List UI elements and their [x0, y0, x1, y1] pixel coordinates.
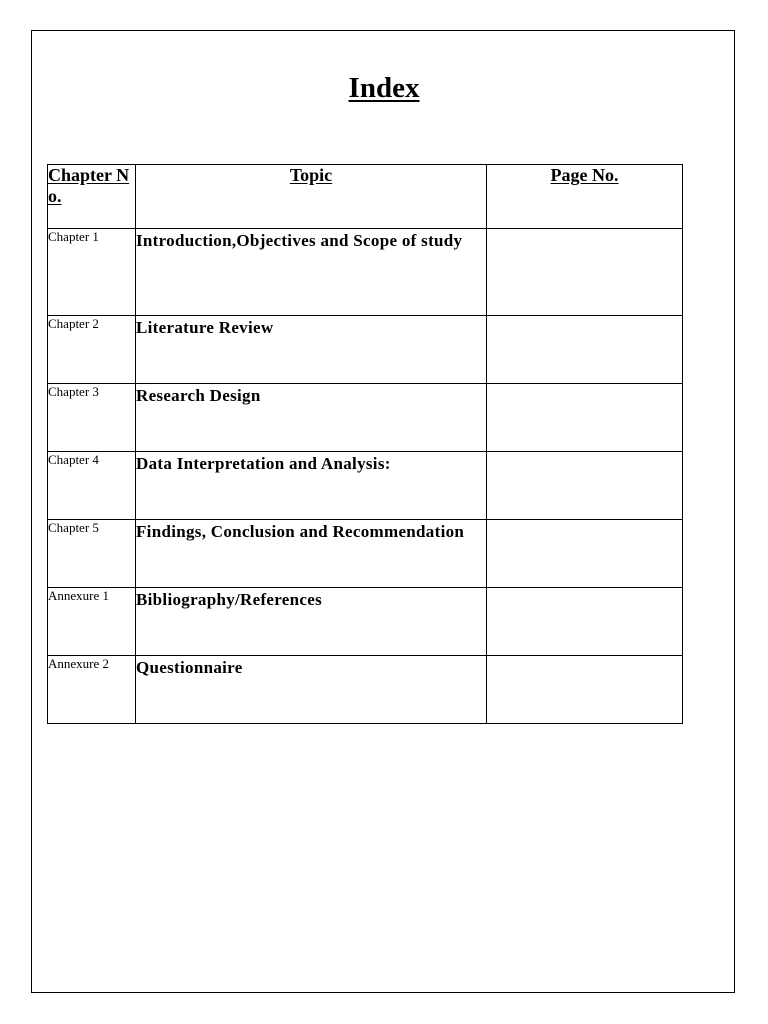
chapter-cell: Chapter 4	[48, 452, 136, 520]
table-row	[48, 656, 683, 724]
chapter-cell: Chapter 2	[48, 316, 136, 384]
chapter-cell: Chapter 1	[48, 229, 136, 316]
header-chapter-no: Chapter No.	[48, 165, 136, 229]
chapter-cell: Annexure 1	[48, 588, 136, 656]
page-title	[0, 72, 768, 105]
topic-cell: Introduction,Objectives and Scope of study	[136, 229, 487, 316]
page-no-cell	[487, 384, 683, 452]
table-row	[48, 452, 683, 520]
chapter-cell: Chapter 5	[48, 520, 136, 588]
page-no-cell	[487, 316, 683, 384]
page-title-text: Index	[348, 72, 420, 104]
chapter-cell: Annexure 2	[48, 656, 136, 724]
topic-cell: Bibliography/References	[136, 588, 487, 656]
table-row	[48, 316, 683, 384]
header-topic: Topic	[136, 165, 487, 229]
header-row	[48, 165, 683, 229]
topic-cell: Literature Review	[136, 316, 487, 384]
page-no-cell	[487, 229, 683, 316]
page-no-cell	[487, 588, 683, 656]
topic-cell: Data Interpretation and Analysis:	[136, 452, 487, 520]
table-row	[48, 588, 683, 656]
table-row	[48, 229, 683, 316]
index-table	[47, 164, 683, 724]
page-no-cell	[487, 520, 683, 588]
table-row	[48, 520, 683, 588]
chapter-cell: Chapter 3	[48, 384, 136, 452]
header-page-no: Page No.	[487, 165, 683, 229]
page-no-cell	[487, 452, 683, 520]
table-row	[48, 384, 683, 452]
topic-cell: Findings, Conclusion and Recommendation	[136, 520, 487, 588]
topic-cell: Research Design	[136, 384, 487, 452]
page-no-cell	[487, 656, 683, 724]
topic-cell: Questionnaire	[136, 656, 487, 724]
